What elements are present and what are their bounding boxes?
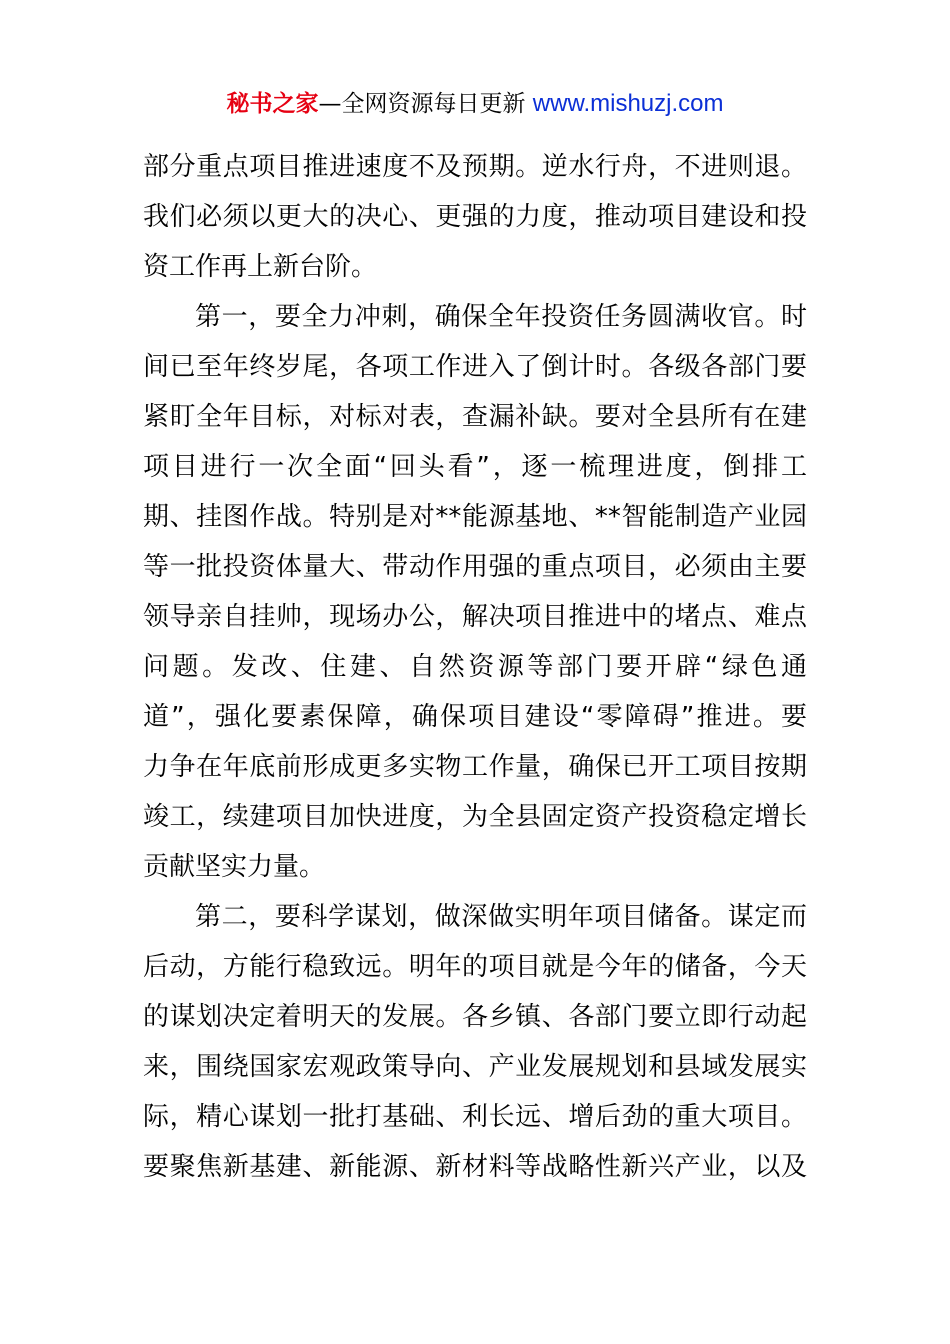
text-line: 等一批投资体量大、带动作用强的重点项目，必须由主要 — [143, 552, 807, 582]
text-line: 第一，要全力冲刺，确保全年投资任务圆满收官。时 — [195, 302, 807, 332]
text-line: 我们必须以更大的决心、更强的力度，推动项目建设和投 — [143, 202, 807, 232]
paragraph-continuation — [143, 142, 807, 292]
document-body — [143, 142, 807, 1192]
paragraph-second-point — [143, 892, 807, 1192]
text-line: 力争在年底前形成更多实物工作量，确保已开工项目按期 — [143, 752, 807, 782]
text-line: 期、挂图作战。特别是对**能源基地、**智能制造产业园 — [143, 502, 807, 532]
text-line: 竣工，续建项目加快进度，为全县固定资产投资稳定增长 — [143, 802, 807, 832]
text-line: 项目进行一次全面“回头看”，逐一梳理进度，倒排工 — [143, 452, 807, 482]
text-line: 道”，强化要素保障，确保项目建设“零障碍”推进。要 — [143, 702, 807, 732]
site-header — [0, 88, 950, 120]
text-line: 要聚焦新基建、新能源、新材料等战略性新兴产业，以及 — [143, 1152, 807, 1182]
text-line: 贡献坚实力量。 — [143, 852, 326, 882]
text-line: 紧盯全年目标，对标对表，查漏补缺。要对全县所有在建 — [143, 402, 807, 432]
text-line: 资工作再上新台阶。 — [143, 252, 378, 282]
text-line: 领导亲自挂帅，现场办公，解决项目推进中的堵点、难点 — [143, 602, 807, 632]
text-line: 来，围绕国家宏观政策导向、产业发展规划和县域发展实 — [143, 1052, 807, 1082]
text-line: 的谋划决定着明天的发展。各乡镇、各部门要立即行动起 — [143, 1002, 807, 1032]
text-line: 问题。发改、住建、自然资源等部门要开辟“绿色通 — [143, 652, 807, 682]
site-brand: 秘书之家 — [226, 91, 319, 117]
paragraph-first-point — [143, 292, 807, 892]
text-line: 间已至年终岁尾，各项工作进入了倒计时。各级各部门要 — [143, 352, 807, 382]
text-line: 际，精心谋划一批打基础、利长远、增后劲的重大项目。 — [143, 1102, 807, 1132]
site-url[interactable]: www.mishuzj.com — [532, 90, 724, 117]
text-line: 后动，方能行稳致远。明年的项目就是今年的储备，今天 — [143, 952, 807, 982]
text-line: 部分重点项目推进速度不及预期。逆水行舟，不进则退。 — [143, 152, 807, 182]
site-tagline: —全网资源每日更新 — [318, 91, 526, 117]
text-line: 第二，要科学谋划，做深做实明年项目储备。谋定而 — [195, 902, 807, 932]
